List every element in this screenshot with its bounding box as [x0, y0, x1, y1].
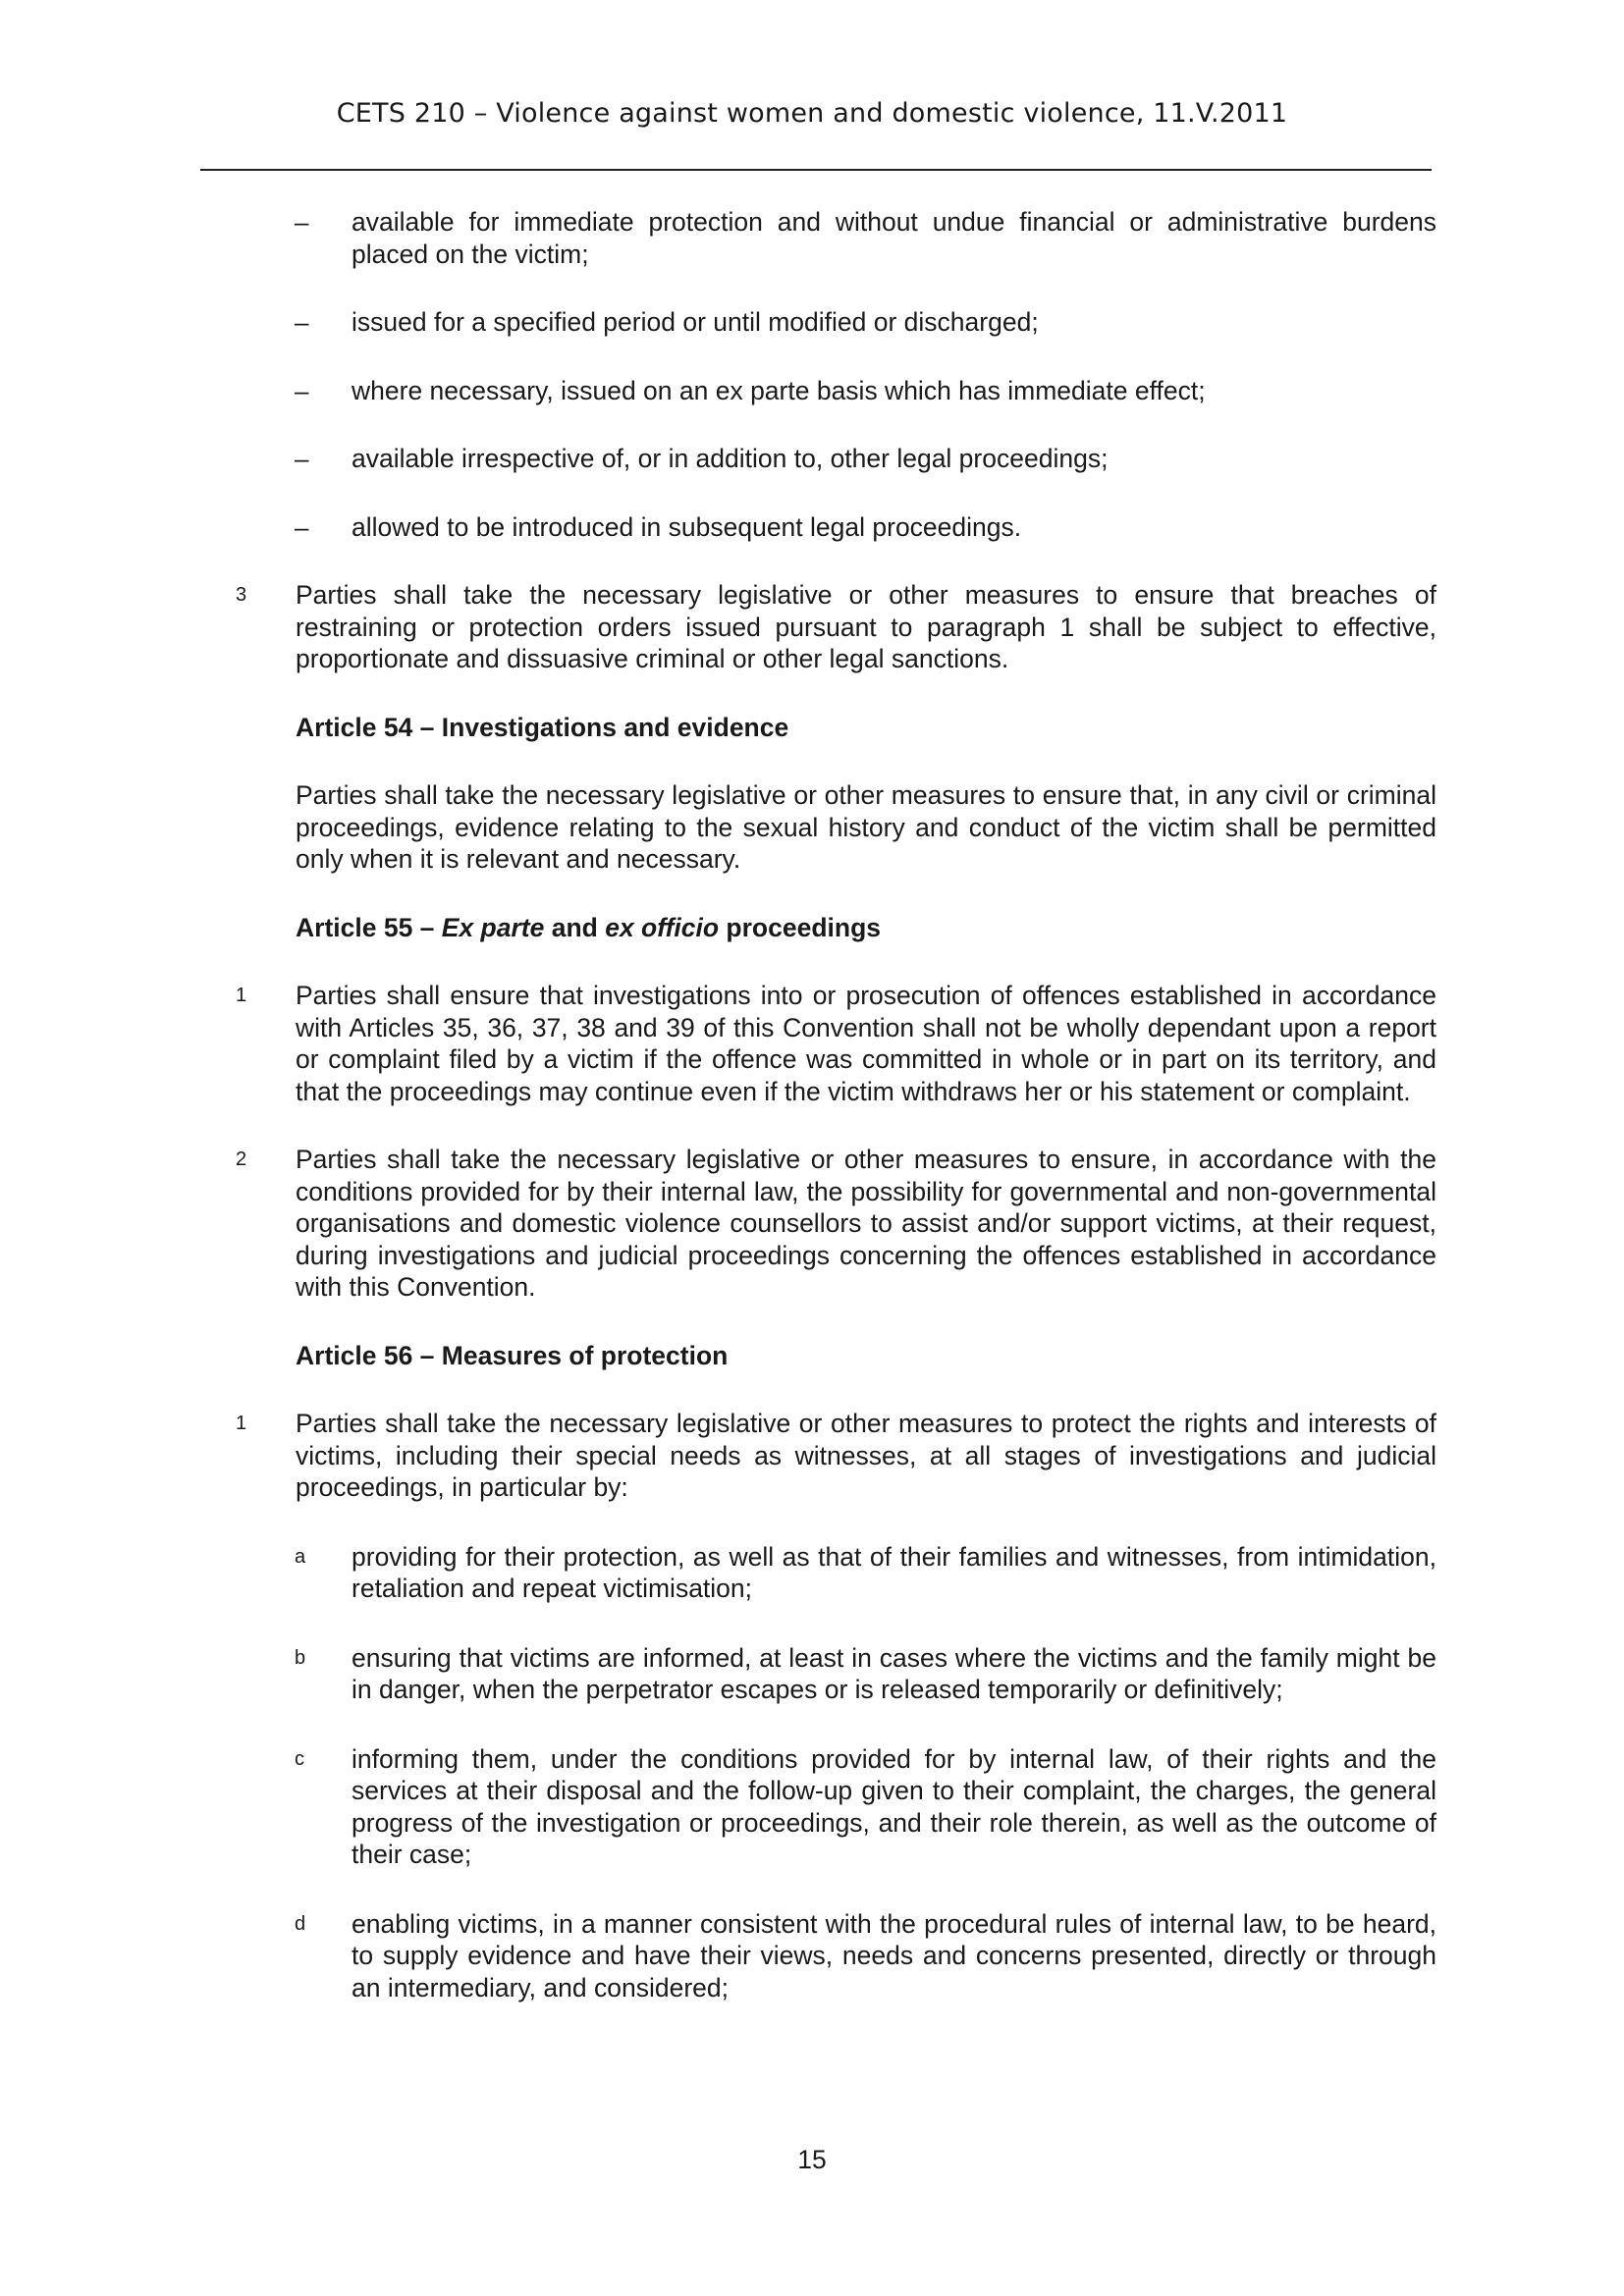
dash-marker: – — [295, 511, 309, 542]
article-heading — [296, 912, 1436, 944]
bullet-item — [0, 443, 1624, 475]
paragraph-number: 2 — [236, 1148, 247, 1170]
heading-part: Article 55 – — [296, 912, 442, 942]
heading-italic: ex officio — [605, 912, 720, 942]
paragraph-number: 1 — [236, 1413, 247, 1434]
item-text: informing them, under the conditions provided for by internal law, of their rights and the services at their disposal and the follow-up given to their complaint, the charges, the general progress of the investigation or proceedings, and their role therein, as well as the outcome of their case; — [352, 1743, 1436, 1869]
dash-marker: – — [295, 375, 309, 405]
paragraph-text: Parties shall take the necessary legislative or other measures to protect the rights and interests of victims, including their special needs as witnesses, at all stages of investigations and judicial proceedings, in particular by: — [296, 1409, 1436, 1502]
heading-part: and — [544, 912, 606, 942]
paragraph-number: 1 — [236, 985, 247, 1006]
running-header: CETS 210 – Violence against women and domestic violence, 11.V.2011 — [336, 98, 1288, 129]
item-text: providing for their protection, as well as that of their families and witnesses, from intimidation, retaliation and repeat victimisation; — [352, 1541, 1436, 1603]
heading-italic: Ex parte — [441, 912, 545, 942]
bullet-item — [0, 511, 1624, 544]
page-number: 15 — [797, 2145, 827, 2174]
paragraph — [0, 779, 1624, 876]
dash-marker: – — [295, 444, 309, 473]
header-rule — [200, 169, 1432, 171]
item-letter: b — [295, 1646, 306, 1669]
dash-marker: – — [295, 307, 309, 337]
numbered-paragraph — [0, 1144, 1624, 1304]
heading-part: proceedings — [719, 912, 881, 942]
paragraph-text: Parties shall take the necessary legislative or other measures to ensure that breaches of restraining or protection orders issued pursuant to paragraph 1 shall be subject to effective, proportionate and dissuasive criminal or other legal sanctions. — [296, 580, 1436, 673]
item-text: ensuring that victims are informed, at least in cases where the victims and the family might be in danger, when the perpetrator escapes or is released temporarily or definitively; — [352, 1642, 1436, 1704]
paragraph-number: 3 — [236, 584, 247, 606]
bullet-text: where necessary, issued on an ex parte basis which has immediate effect; — [352, 375, 1206, 405]
paragraph-text: Parties shall take the necessary legislative or other measures to ensure, in accordance with the conditions provided for by their internal law, the possibility for governmental and non-governmental organisations and domestic violence counsellors to assist and/or support victims, at their request, during investigations and judicial proceedings concerning the offences established in accordance with this Convention. — [296, 1145, 1436, 1302]
item-text: enabling victims, in a manner consistent with the procedural rules of internal law, to be heard, to supply evidence and have their views, needs and concerns presented, directly or through an intermediary, and considered; — [352, 1908, 1436, 2002]
article-heading: Article 56 – Measures of protection — [296, 1340, 729, 1370]
bullet-item — [0, 206, 1624, 270]
lettered-item — [0, 1642, 1624, 1706]
bullet-item — [0, 306, 1624, 339]
paragraph-text: Parties shall ensure that investigations into or prosecution of offences established in accordance with Articles 35, 36, 37, 38 and 39 of this Convention shall not be wholly dependant upon a report or complaint filed by a victim if the offence was committed in whole or in part on its territory, and that the proceedings may continue even if the victim withdraws her or his statement or complaint. — [296, 981, 1436, 1106]
paragraph-text: Parties shall take the necessary legislative or other measures to ensure that, in any civil or criminal proceedings, evidence relating to the sexual history and conduct of the victim shall be permitted only when it is relevant and necessary. — [296, 780, 1436, 874]
lettered-item — [0, 1743, 1624, 1871]
item-letter: a — [295, 1545, 306, 1568]
bullet-text: available irrespective of, or in addition to, other legal proceedings; — [352, 444, 1109, 473]
lettered-item — [0, 1908, 1624, 2004]
numbered-paragraph — [0, 579, 1624, 675]
page-content — [0, 206, 1624, 2003]
numbered-paragraph — [0, 1408, 1624, 1504]
item-letter: c — [295, 1747, 304, 1770]
item-letter: d — [295, 1912, 306, 1935]
dash-marker: – — [295, 207, 309, 237]
lettered-item — [0, 1541, 1624, 1605]
bullet-item — [0, 375, 1624, 407]
bullet-text: allowed to be introduced in subsequent legal proceedings. — [352, 511, 1022, 542]
bullet-text: issued for a specified period or until modified or discharged; — [352, 307, 1039, 337]
article-heading: Article 54 – Investigations and evidence — [296, 712, 789, 742]
bullet-text: available for immediate protection and without undue financial or administrative burdens placed on the victim; — [352, 207, 1436, 269]
numbered-paragraph — [0, 980, 1624, 1107]
